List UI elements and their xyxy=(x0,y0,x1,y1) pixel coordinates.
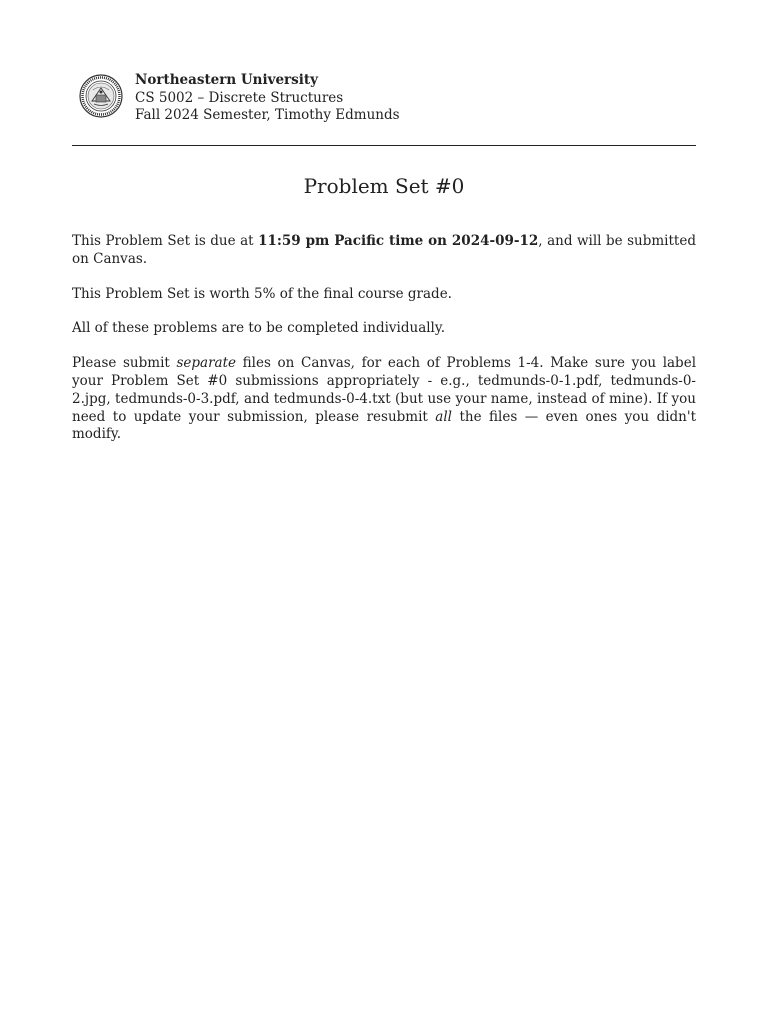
page-title: Problem Set #0 xyxy=(303,174,465,198)
university-seal-icon xyxy=(79,74,123,118)
university-name: Northeastern University xyxy=(135,72,318,88)
due-date: 11:59 pm Pacific time on 2024-09-12 xyxy=(258,233,539,249)
submit-paragraph: Please submit separate files on Canvas, for each of Problems 1-4. Make sure you label your Problem Set #0 submissions appropriately - e.g., tedmunds-0-1.pdf, tedmunds-0-2.jpg, tedmunds-0-3.pdf, and tedmunds-0-4.txt (but use your name, instead of mine). If you need to update your submission, please resubmit all the files — even ones you didn't modify. xyxy=(72,355,697,443)
course-name: CS 5002 – Discrete Structures xyxy=(135,89,344,106)
individual-paragraph: All of these problems are to be completed individually. xyxy=(72,320,445,337)
worth-paragraph: This Problem Set is worth 5% of the final course grade. xyxy=(72,285,452,302)
due-paragraph: This Problem Set is due at 11:59 pm Pacific time on 2024-09-12, and will be submitted on Canvas. xyxy=(72,233,696,267)
course-header xyxy=(135,72,400,125)
header-divider xyxy=(72,145,696,146)
term-instructor: Fall 2024 Semester, Timothy Edmunds xyxy=(135,107,400,123)
instructions xyxy=(72,233,696,461)
